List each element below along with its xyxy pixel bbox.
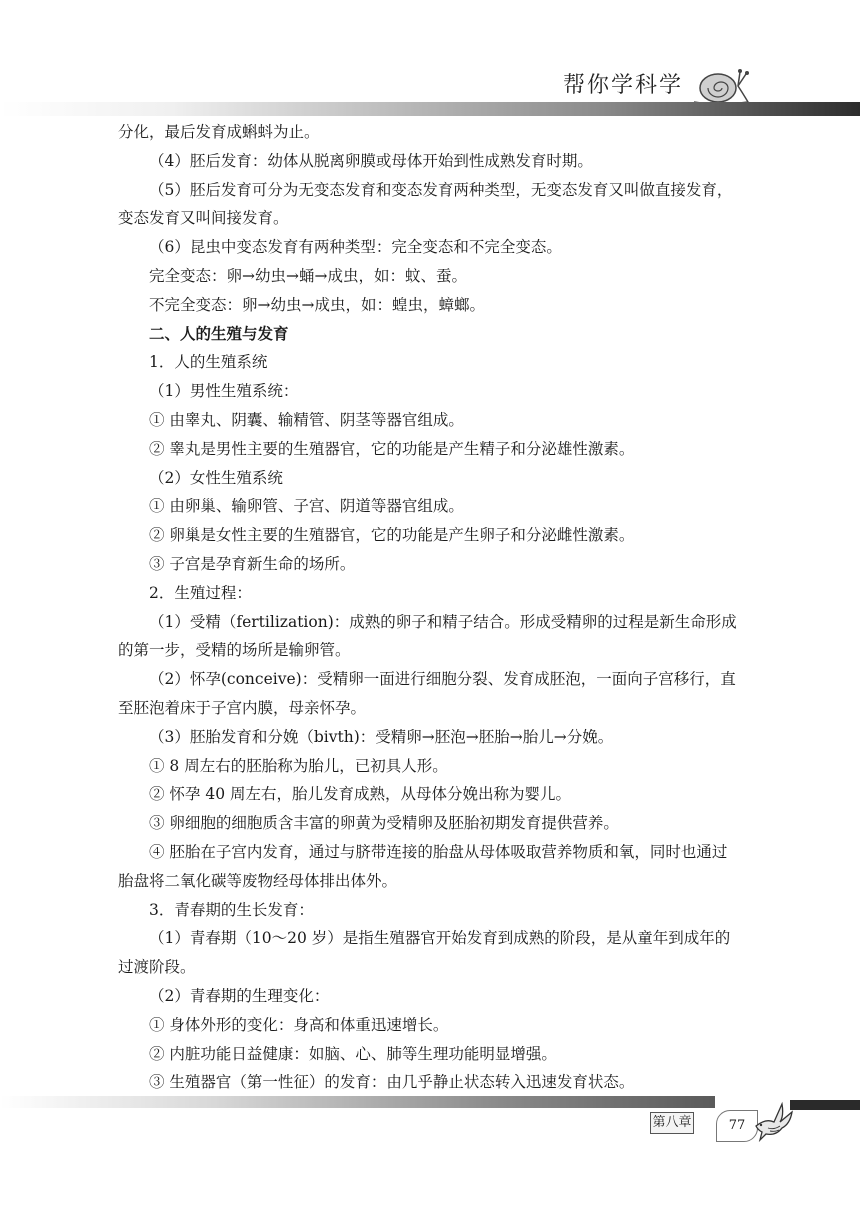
text-line: ③ 子宫是孕育新生命的场所。 <box>149 554 356 573</box>
text-line: ③ 生殖器官（第一性征）的发育：由几乎静止状态转入迅速发育状态。 <box>149 1073 635 1092</box>
footer-bar-dark <box>790 1100 860 1110</box>
text-line: （1）男性生殖系统： <box>149 382 299 401</box>
page-content <box>118 118 740 1097</box>
text-line: ① 8 周左右的胚胎称为胎儿，已初具人形。 <box>149 756 448 775</box>
text-line: （1）受精（fertilization)：成熟的卵子和精子结合。形成受精卵的过程是新生命形成的第一步，受精的场所是输卵管。 <box>118 612 737 660</box>
text-line: ② 卵巢是女性主要的生殖器官，它的功能是产生卵子和分泌雌性激素。 <box>149 526 635 545</box>
subsection-heading: 3．青春期的生长发育： <box>149 900 314 919</box>
text-line: ③ 卵细胞的细胞质含丰富的卵黄为受精卵及胚胎初期发育提供营养。 <box>149 814 619 833</box>
subsection-heading: 1．人的生殖系统 <box>149 353 268 372</box>
text-line: ① 由睾丸、阴囊、输精管、阴茎等器官组成。 <box>149 410 464 429</box>
page-number: 77 <box>716 1110 758 1142</box>
text-line: （2）怀孕(conceive)：受精卵一面进行细胞分裂、发育成胚泡，一面向子宫移行，直至胚泡着床于子宫内膜，母亲怀孕。 <box>118 670 736 717</box>
text-line: （6）昆虫中变态发育有两种类型：完全变态和不完全变态。 <box>149 238 562 257</box>
text-line: 不完全变态：卵→幼虫→成虫，如：蝗虫，蟑螂。 <box>149 295 485 314</box>
text-line: ② 怀孕 40 周左右，胎儿发育成熟，从母体分娩出称为婴儿。 <box>149 785 572 804</box>
text-line: 完全变态：卵→幼虫→蛹→成虫，如：蚊、蚕。 <box>149 266 467 285</box>
dove-icon <box>752 1100 796 1144</box>
text-line: ① 身体外形的变化：身高和体重迅速增长。 <box>149 1015 449 1034</box>
text-line: ④ 胚胎在子宫内发育，通过与脐带连接的胎盘从母体吸取营养物质和氧，同时也通过胎盘将二氧化碳等废物经母体排出体外。 <box>118 842 728 890</box>
subsection-heading: 2．生殖过程： <box>149 583 252 602</box>
text-line: （1）青春期（10～20 岁）是指生殖器官开始发育到成熟的阶段，是从童年到成年的过渡阶段。 <box>118 929 731 977</box>
text-line: （2）青春期的生理变化： <box>149 986 330 1005</box>
text-line: （4）胚后发育：幼体从脱离卵膜或母体开始到性成熟发育时期。 <box>149 151 593 170</box>
text-line: （2）女性生殖系统 <box>149 468 283 487</box>
text-line: ② 内脏功能日益健康：如脑、心、肺等生理功能明显增强。 <box>149 1044 557 1063</box>
footer-bar <box>0 1096 715 1108</box>
text-line: ① 由卵巢、输卵管、子宫、阴道等器官组成。 <box>149 497 464 516</box>
snail-icon <box>688 62 758 106</box>
text-line: ② 睾丸是男性主要的生殖器官，它的功能是产生精子和分泌雄性激素。 <box>149 439 635 458</box>
text-line: （3）胚胎发育和分娩（bivth)：受精卵→胚泡→胚胎→胎儿→分娩。 <box>149 727 614 746</box>
text-line: （5）胚后发育可分为无变态发育和变态发育两种类型，无变态发育又叫做直接发育，变态发育又叫间接发育。 <box>118 180 733 228</box>
header-title: 帮你学科学 <box>563 73 684 98</box>
text-line: 分化，最后发育成蝌蚪为止。 <box>118 123 320 141</box>
header-bar <box>0 102 860 116</box>
section-heading: 二、人的生殖与发育 <box>149 323 289 343</box>
chapter-label: 第八章 <box>650 1112 694 1134</box>
